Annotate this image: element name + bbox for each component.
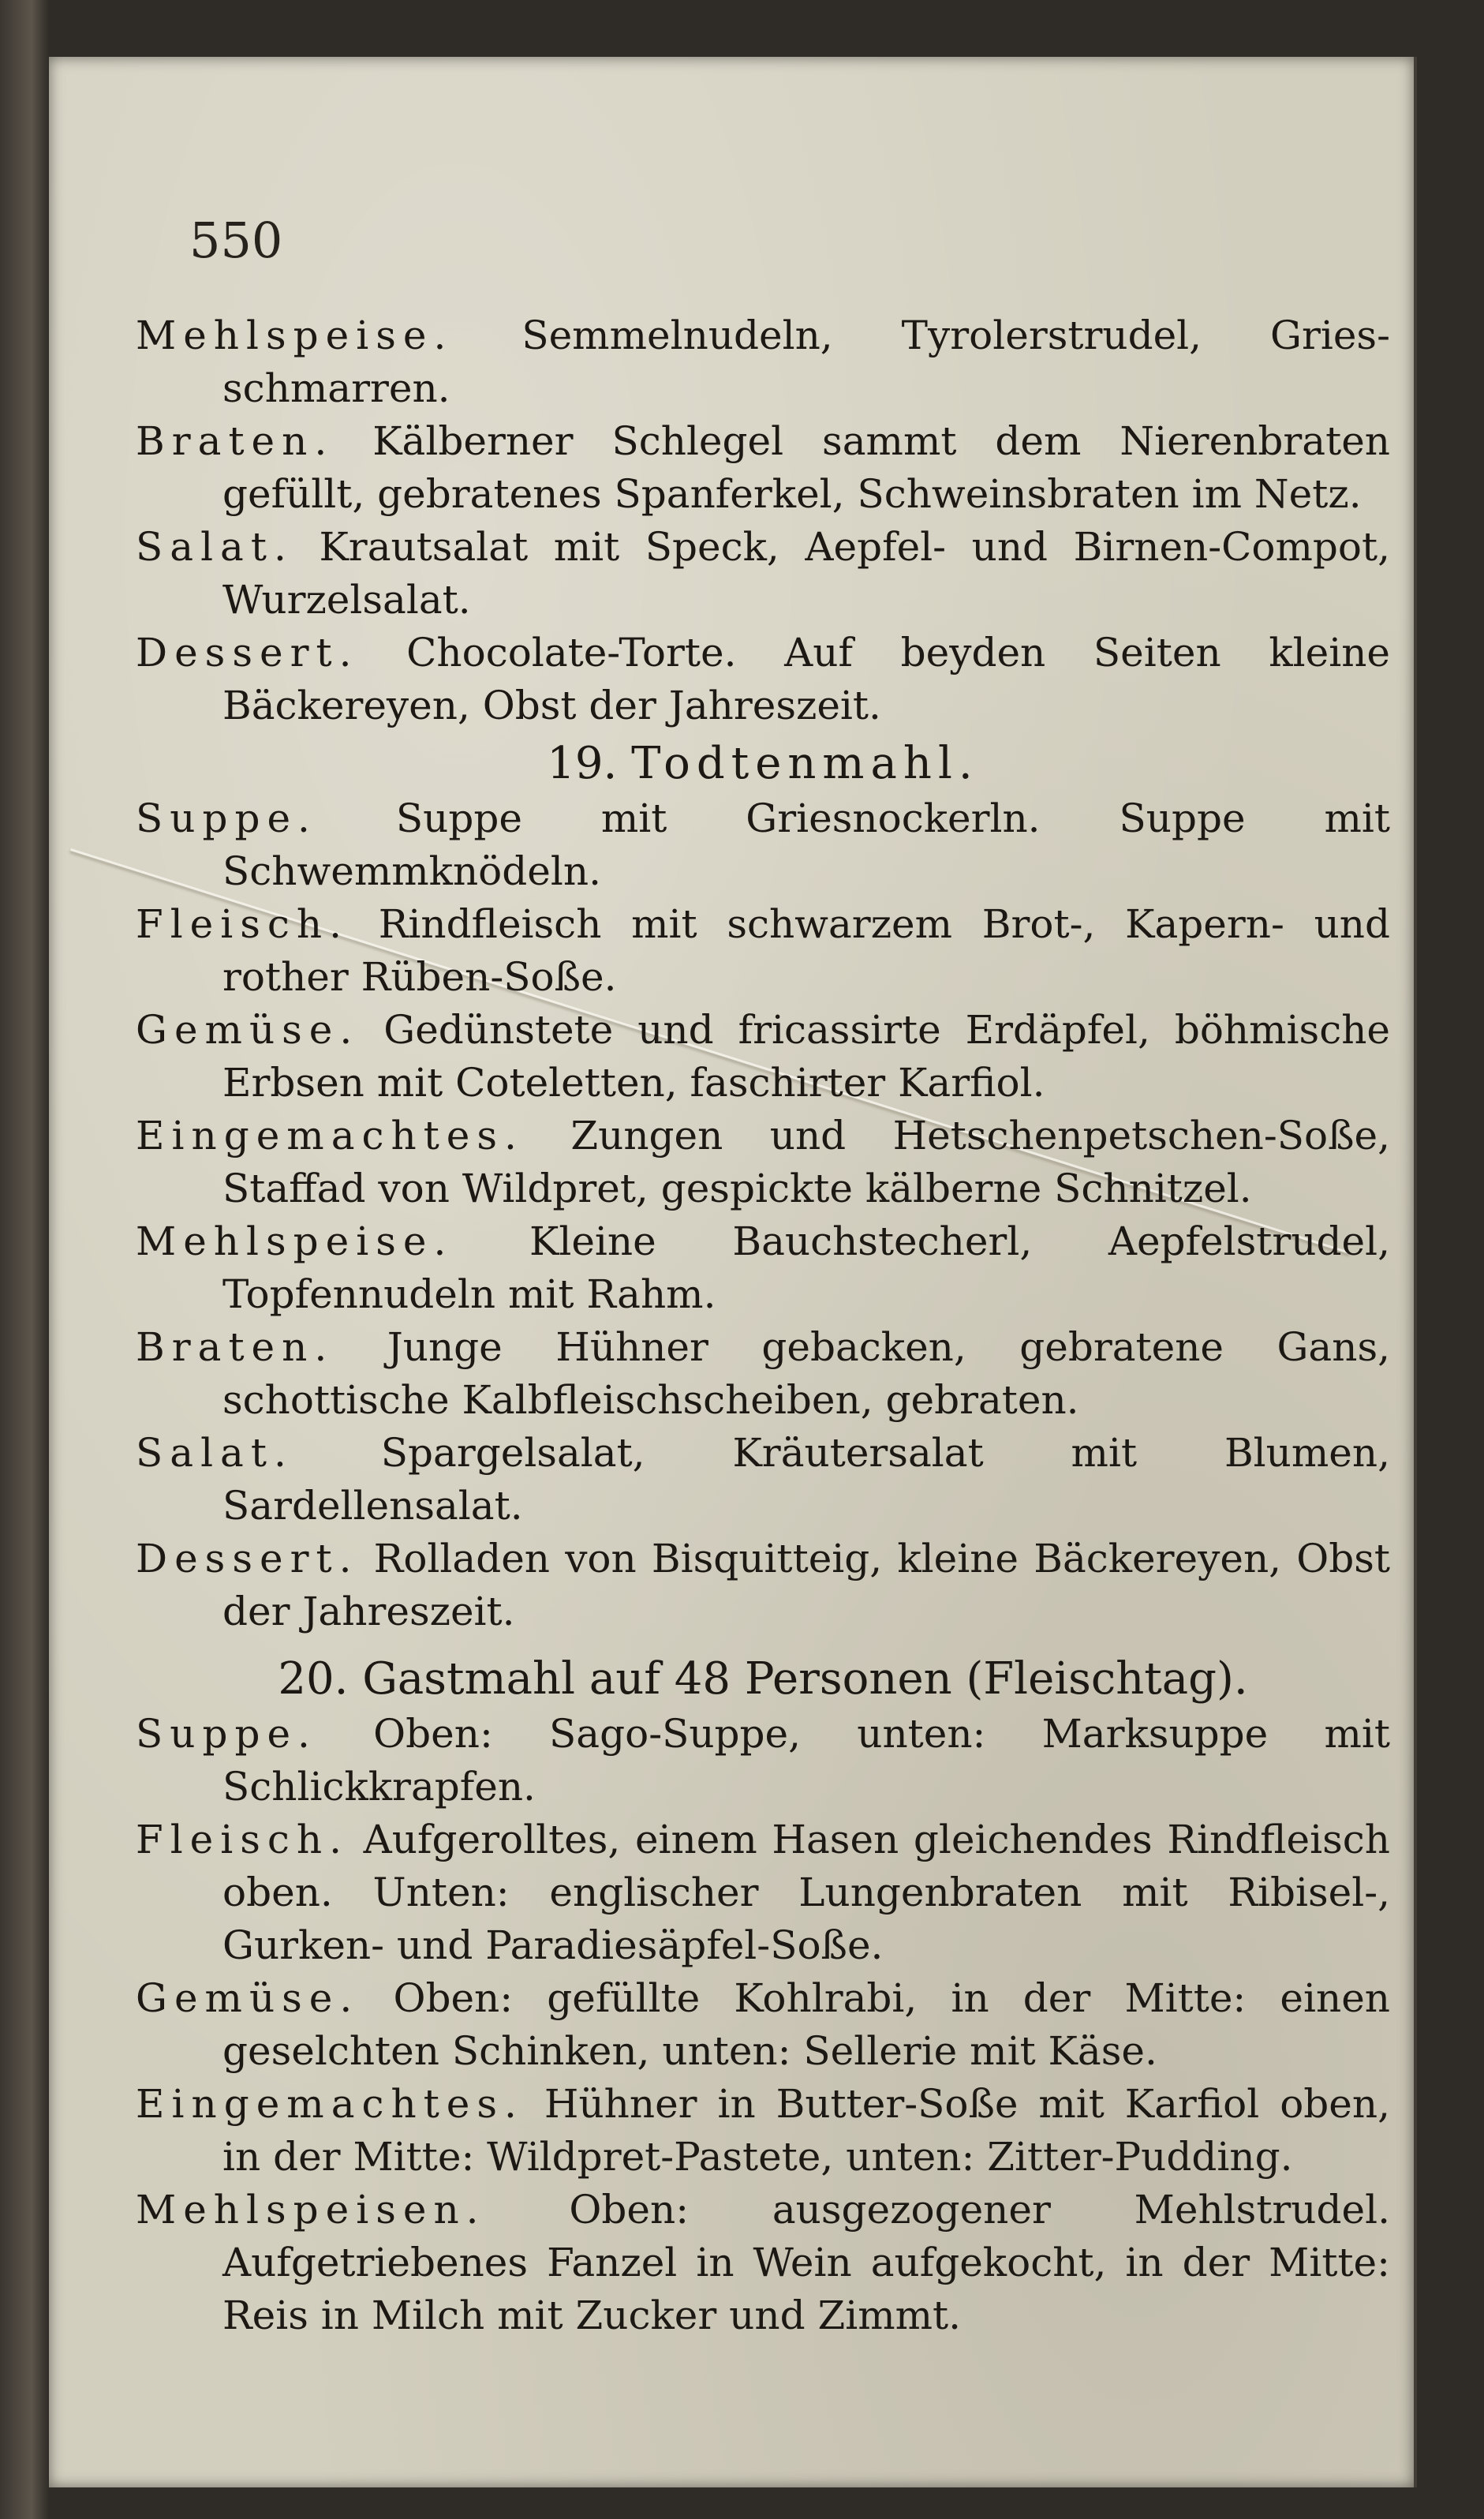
entry-text: Kleine Bauchstecherl, Aepfelstrudel, Topfennudeln mit Rahm. <box>222 1218 1390 1317</box>
menu-entry <box>136 627 1390 732</box>
entry-label: Suppe. <box>136 795 317 841</box>
menu-entry <box>136 415 1390 521</box>
intro-entries <box>136 309 1390 732</box>
menu-entry <box>136 309 1390 415</box>
entry-label: Gemüse. <box>136 1007 360 1053</box>
entry-text: Suppe mit Griesnockerln. Suppe mit Schwemmknödeln. <box>222 795 1390 894</box>
section-title: Gastmahl auf 48 Personen (Fleischtag). <box>362 1653 1248 1705</box>
entry-text: Semmelnudeln, Tyrolerstrudel, Gries-schmarren. <box>222 313 1390 411</box>
entry-label: Gemüse. <box>136 1975 360 2021</box>
menu-entry <box>136 1972 1390 2078</box>
entry-label: Salat. <box>136 524 293 570</box>
entry-label: Eingemachtes. <box>136 1113 524 1158</box>
entry-text: Gedünstete und fricassirte Erdäpfel, böhmische Erbsen mit Coteletten, faschirter Karfiol. <box>222 1007 1390 1106</box>
menu-entry <box>136 1813 1390 1972</box>
section-number: 20. <box>278 1653 349 1705</box>
entry-label: Suppe. <box>136 1711 317 1757</box>
entry-text: Rindfleisch mit schwarzem Brot-, Kapern- und rother Rüben-Soße. <box>222 901 1390 1000</box>
menu-entry <box>136 1321 1390 1427</box>
entry-label: Salat. <box>136 1430 293 1476</box>
menu-entry <box>136 2078 1390 2184</box>
entry-label: Dessert. <box>136 630 359 676</box>
page-text <box>136 309 1390 2342</box>
menu-entry <box>136 1708 1390 1813</box>
menu-entry <box>136 1533 1390 1638</box>
menu-entry <box>136 1004 1390 1110</box>
entry-text: Kälberner Schlegel sammt dem Nierenbraten gefüllt, gebratenes Spanferkel, Schweinsbraten im Netz. <box>222 418 1390 517</box>
menu-entry <box>136 521 1390 627</box>
menu-entry <box>136 1215 1390 1321</box>
section-title: Todtenmahl. <box>631 738 979 789</box>
entry-label: Mehlspeise. <box>136 313 454 358</box>
page-edge <box>1414 57 1417 2487</box>
section-heading-19 <box>136 735 1390 792</box>
entry-label: Dessert. <box>136 1536 359 1581</box>
entry-label: Eingemachtes. <box>136 2081 524 2127</box>
menu-entry <box>136 2184 1390 2342</box>
section-20-entries <box>136 1708 1390 2342</box>
entry-text: Hühner in Butter-Soße mit Karfiol oben, in der Mitte: Wildpret-Pastete, unten: Zitter-Pudding. <box>222 2081 1390 2180</box>
entry-text: Oben: gefüllte Kohlrabi, in der Mitte: einen geselchten Schinken, unten: Sellerie mit Käse. <box>222 1975 1391 2074</box>
section-number: 19. <box>547 738 618 789</box>
entry-text: Junge Hühner gebacken, gebratene Gans, schottische Kalbfleischscheiben, gebraten. <box>222 1324 1390 1423</box>
page-number: 550 <box>189 211 283 269</box>
entry-text: Chocolate-Torte. Auf beyden Seiten kleine Bäckereyen, Obst der Jahreszeit. <box>222 630 1390 728</box>
entry-text: Rolladen von Bisquitteig, kleine Bäckereyen, Obst der Jahreszeit. <box>222 1536 1390 1634</box>
entry-text: Aufgerolltes, einem Hasen gleichendes Rindfleisch oben. Unten: englischer Lungenbraten mit Ribisel-, Gurken- und Paradiesäpfel-Soße. <box>222 1817 1390 1968</box>
menu-entry <box>136 1427 1390 1533</box>
section-19-entries <box>136 792 1390 1638</box>
menu-entry <box>136 792 1390 898</box>
entry-label: Braten. <box>136 418 335 464</box>
entry-text: Zungen und Hetschenpetschen-Soße, Staffad von Wildpret, gespickte kälberne Schnitzel. <box>222 1113 1390 1211</box>
entry-text: Krautsalat mit Speck, Aepfel- und Birnen-Compot, Wurzelsalat. <box>222 524 1391 623</box>
entry-label: Fleisch. <box>136 901 350 947</box>
menu-entry <box>136 898 1390 1004</box>
entry-label: Braten. <box>136 1324 335 1370</box>
entry-label: Fleisch. <box>136 1817 350 1862</box>
entry-text: Oben: Sago-Suppe, unten: Marksuppe mit Schlickkrapfen. <box>222 1711 1390 1810</box>
entry-label: Mehlspeisen. <box>136 2187 486 2233</box>
menu-entry <box>136 1110 1390 1215</box>
entry-label: Mehlspeise. <box>136 1218 454 1264</box>
section-heading-20 <box>136 1651 1390 1708</box>
entry-text: Spargelsalat, Kräutersalat mit Blumen, Sardellensalat. <box>222 1430 1390 1529</box>
entry-text: Oben: ausgezogener Mehlstrudel. Aufgetriebenes Fanzel in Wein aufgekocht, in der Mitte: Reis in Milch mit Zucker und Zimmt. <box>222 2187 1390 2338</box>
